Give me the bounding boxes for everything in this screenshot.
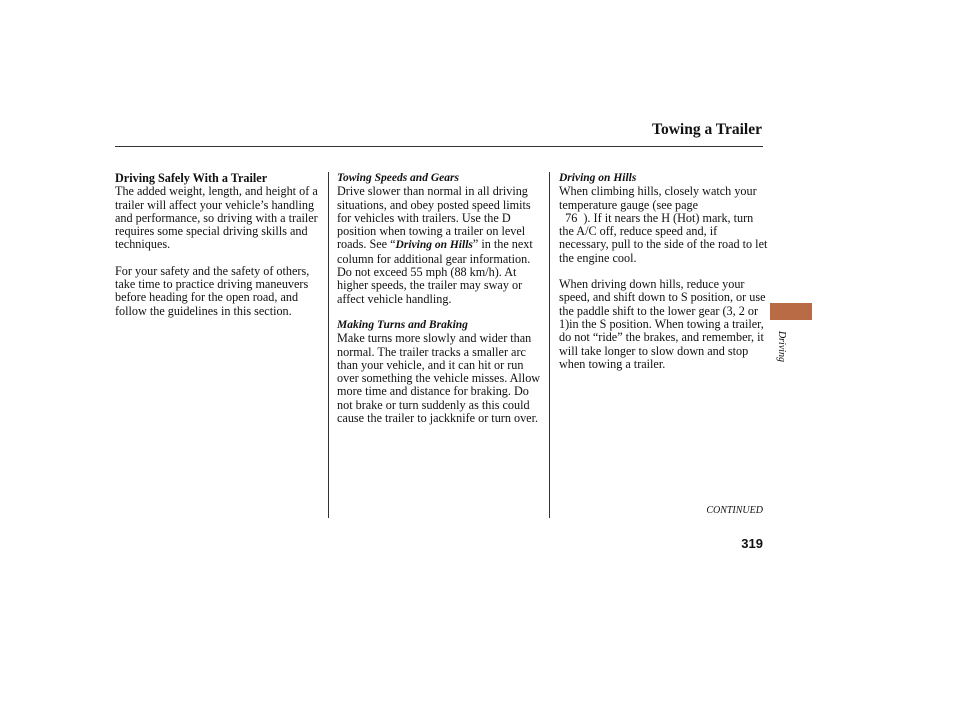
column-1	[115, 172, 320, 318]
paragraph-drive-slower	[337, 185, 545, 306]
continued-label: CONTINUED	[706, 505, 763, 516]
text-drive-slower-a: Drive slower than normal in all driving situations, and obey posted speed limits for vehicles with trailers. Use the D position when towing a trailer on level roads. See “	[337, 184, 531, 252]
page-title: Towing a Trailer	[652, 121, 762, 138]
paragraph-added-weight: The added weight, length, and height of a trailer will affect your vehicle’s handling and performance, so driving with a trailer requires some special driving skills and techniques.	[115, 184, 318, 252]
column-divider-2	[549, 172, 550, 518]
text-drive-slower-b: ” in the next column for additional gear information. Do not exceed 55 mph (88 km/h). At higher speeds, the trailer may sway or affect vehicle handling.	[337, 237, 533, 306]
page-reference-76[interactable]: 76	[565, 210, 578, 225]
paragraph-make-turns: Make turns more slowly and wider than normal. The trailer tracks a smaller arc than your vehicle, and it can hit or run over something the vehicle misses. Allow more time and distance for braking. Do not brake or turn suddenly as this could cause the trailer to jackknife or turn over.	[337, 331, 541, 426]
column-3	[559, 172, 769, 371]
section-heading-driving-on-hills: Driving on Hills	[559, 172, 637, 184]
text-climbing-a: When climbing hills, closely watch your temperature gauge (see page	[559, 184, 757, 212]
section-tab-marker	[770, 303, 812, 320]
column-divider-1	[328, 172, 329, 518]
cross-reference-driving-on-hills[interactable]: Driving on Hills	[395, 239, 473, 252]
paragraph-climbing-hills	[559, 185, 769, 265]
header-rule	[115, 146, 763, 147]
column-2	[337, 172, 545, 425]
paragraph-your-safety: For your safety and the safety of others, take time to practice driving maneuvers before heading for the open road, and follow the guidelines in this section.	[115, 263, 310, 318]
section-label-driving: Driving	[776, 330, 788, 363]
section-heading-towing-speeds: Towing Speeds and Gears	[337, 172, 459, 184]
section-heading-making-turns: Making Turns and Braking	[337, 318, 468, 331]
paragraph-driving-down-hills: When driving down hills, reduce your speed, and shift down to S position, or use the paddle shift to the lower gear (3, 2 or 1)in the S position. When towing a trailer, do not “ride” the brakes, and remember, it will take longer to slow down and stop when towing a trailer.	[559, 277, 766, 371]
text-climbing-b: ). If it nears the H (Hot) mark, turn the A/C off, reduce speed and, if necessary, pull to the side of the road to let the engine cool.	[559, 210, 768, 265]
page-number: 319	[741, 536, 763, 551]
section-heading-driving-safely: Driving Safely With a Trailer	[115, 171, 268, 185]
